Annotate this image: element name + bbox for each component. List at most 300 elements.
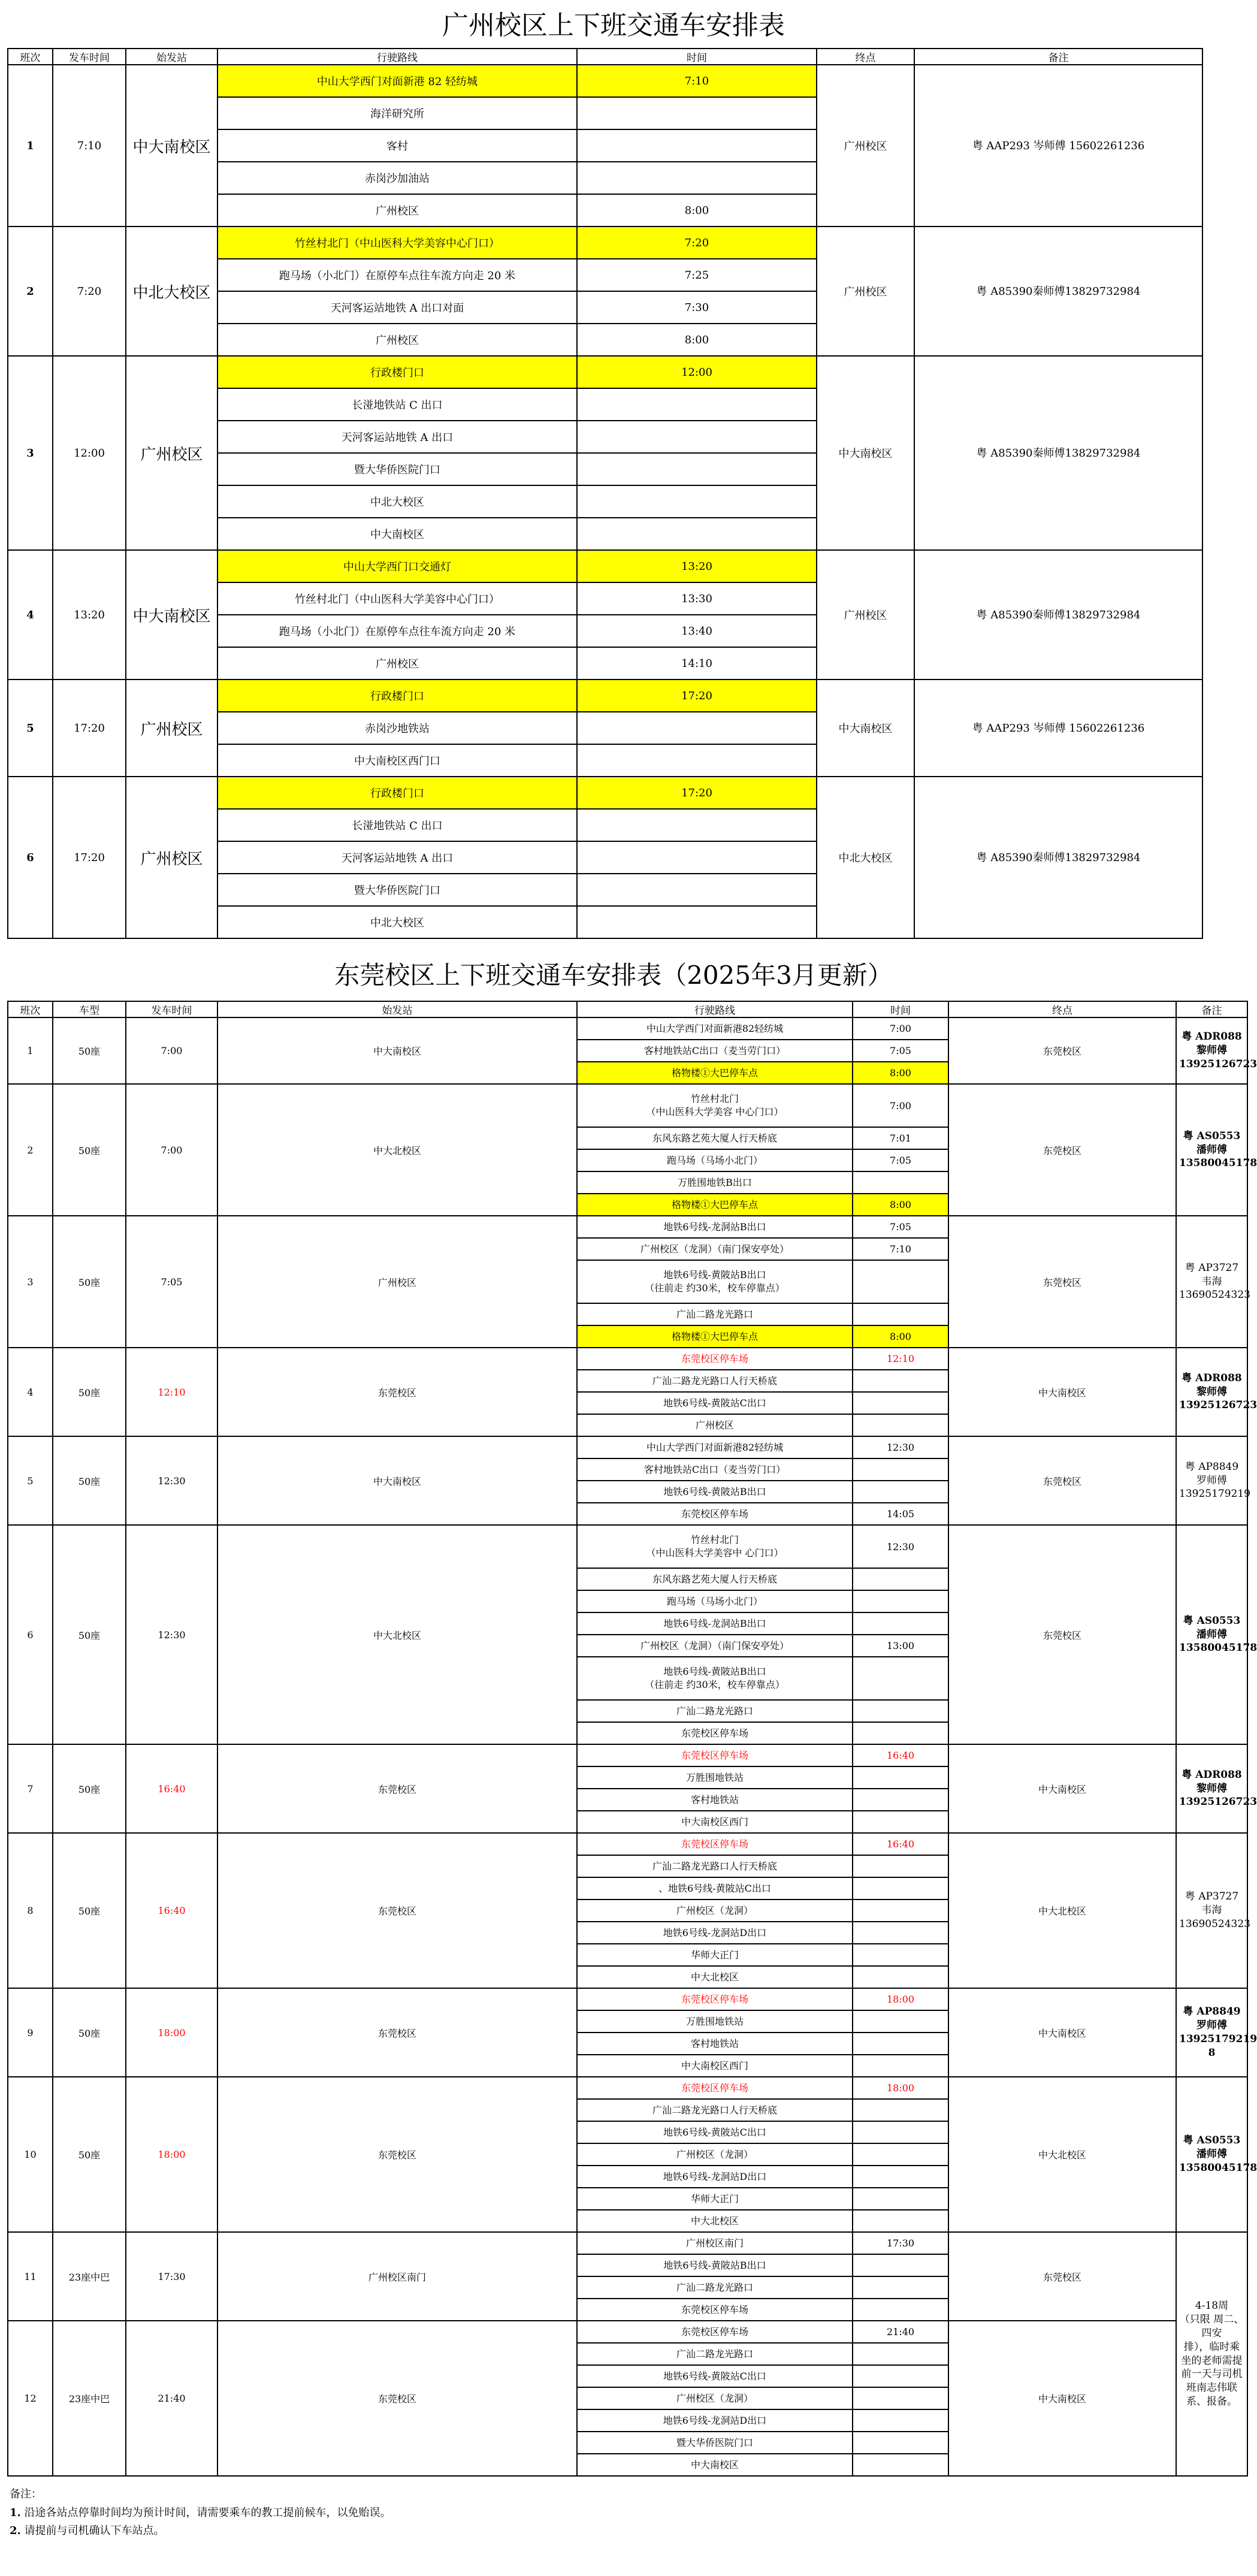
route-stop: 赤岗沙加油站 [217,162,577,194]
column-header: 始发站 [217,1001,577,1017]
departure-time: 12:30 [126,1525,217,1744]
destination: 中大北校区 [948,2077,1176,2232]
stop-time: 16:40 [853,1744,948,1766]
destination: 中大南校区 [948,1744,1176,1833]
bus-and-driver: 粤 AAP293 岑师傅 15602261236 [914,680,1202,777]
stop-time [853,1811,948,1833]
column-header: 班次 [8,49,53,65]
route-stop: 地铁6号线-黄陂站C出口 [577,1392,853,1414]
stop-time [853,1590,948,1612]
stop-time: 17:20 [577,777,817,809]
note-item-1 [10,2504,391,2523]
route-stop: 客村地铁站 [577,1789,853,1811]
stop-time [853,1260,948,1303]
shift-number: 11 [8,2232,53,2321]
route-stop: 海洋研究所 [217,97,577,129]
stop-time: 7:05 [853,1216,948,1238]
bus-and-driver: 粤 AP8849 罗师傅 13925179219 8 [1176,1988,1247,2077]
stop-time [853,1789,948,1811]
stop-time: 7:10 [577,65,817,97]
destination: 中北大校区 [817,777,914,938]
bus-and-driver: 粤 A85390秦师傅13829732984 [914,356,1202,550]
table-row [8,227,1202,259]
shift-number: 6 [8,777,53,938]
stop-time [853,2010,948,2033]
route-stop: 东莞校区停车场 [577,1833,853,1855]
stop-time [577,421,817,453]
stop-time [853,1944,948,1966]
stop-time [853,1722,948,1744]
route-stop: 广汕二路龙光路口人行天桥底 [577,2099,853,2121]
stop-time [853,1568,948,1590]
bus-and-driver: 粤 A85390秦师傅13829732984 [914,550,1202,680]
route-stop: 地铁6号线-黄陂站C出口 [577,2365,853,2387]
route-stop: 地铁6号线-龙洞站B出口 [577,1216,853,1238]
destination: 中大南校区 [948,1348,1176,1436]
route-stop: 地铁6号线-黄陂站B出口 （往前走 约30米，校车停靠点） [577,1260,853,1303]
table-row [8,2321,1247,2343]
stop-time [853,2210,948,2232]
route-stop: 广汕二路龙光路口 [577,2343,853,2365]
stop-time: 13:30 [577,582,817,615]
departure-time: 13:20 [53,550,126,680]
note-item-2 [10,2522,391,2541]
origin-station: 广州校区南门 [217,2232,577,2321]
stop-time: 13:40 [577,615,817,647]
table-row [8,1525,1247,1568]
route-stop: 中北大校区 [217,485,577,518]
stop-time [853,1966,948,1988]
stop-time: 8:00 [853,1325,948,1348]
stop-time: 17:30 [853,2232,948,2254]
vehicle-type: 50座 [53,1017,126,1084]
route-stop: 竹丝村北门 （中山医科大学美容中 心门口） [577,1525,853,1568]
column-header: 行驶路线 [217,49,577,65]
table-row [8,1833,1247,1855]
table-row [8,1017,1247,1040]
table-row [8,356,1202,388]
column-header: 终点 [948,1001,1176,1017]
stop-time [853,1458,948,1481]
route-stop: 广州校区 [577,1414,853,1436]
route-stop: 天河客运站地铁 A 出口对面 [217,291,577,324]
bus-and-driver: 粤 A85390秦师傅13829732984 [914,227,1202,356]
route-stop: 行政楼门口 [217,680,577,712]
route-stop: 赤岗沙地铁站 [217,712,577,744]
shift-number: 12 [8,2321,53,2476]
stop-time [853,1414,948,1436]
route-stop: 格物楼①大巴停车点 [577,1194,853,1216]
route-stop: 暨大华侨医院门口 [217,874,577,906]
bus-and-driver: 粤 AP8849 罗师傅 13925179219 [1176,1436,1247,1525]
table-row [8,1436,1247,1458]
destination: 东莞校区 [948,1436,1176,1525]
route-stop: 天河客运站地铁 A 出口 [217,421,577,453]
route-stop: 广州校区（龙洞） [577,1899,853,1922]
stop-time [853,2143,948,2166]
stop-time: 13:20 [577,550,817,582]
route-stop: 东莞校区停车场 [577,1722,853,1744]
route-stop: 广州校区南门 [577,2232,853,2254]
departure-time: 16:40 [126,1744,217,1833]
table-row [8,2077,1247,2099]
route-stop: 万胜围地铁B出口 [577,1171,853,1194]
departure-time: 21:40 [126,2321,217,2476]
stop-time [853,1657,948,1700]
shift-number: 3 [8,1216,53,1348]
route-stop: 万胜围地铁站 [577,2010,853,2033]
stop-time [853,1612,948,1635]
route-stop: 长湴地铁站 C 出口 [217,388,577,421]
destination: 东莞校区 [948,1216,1176,1348]
origin-station: 东莞校区 [217,1833,577,1988]
origin-station: 东莞校区 [217,1988,577,2077]
bus-and-driver: 粤 AS0553 潘师傅 13580045178 [1176,1525,1247,1744]
stop-time [853,2055,948,2077]
route-stop: 跑马场（小北门）在原停车点往车流方向走 20 米 [217,615,577,647]
table2-header-row [8,1001,1247,1017]
notes-heading: 备注： [10,2488,42,2500]
route-stop: 暨大华侨医院门口 [577,2432,853,2454]
vehicle-type: 50座 [53,2077,126,2232]
departure-time: 16:40 [126,1833,217,1988]
stop-time [853,2432,948,2454]
route-stop: 中山大学西门对面新港82轻纺城 [577,1017,853,1040]
route-stop: 中山大学西门口交通灯 [217,550,577,582]
destination: 中大南校区 [817,680,914,777]
stop-time: 12:00 [577,356,817,388]
stop-time: 8:00 [577,194,817,227]
vehicle-type: 50座 [53,1348,126,1436]
stop-time: 7:01 [853,1127,948,1149]
origin-station: 中大南校区 [217,1017,577,1084]
departure-time: 7:00 [126,1017,217,1084]
route-stop: 中山大学西门对面新港82轻纺城 [577,1436,853,1458]
shift-number: 3 [8,356,53,550]
origin-station: 广州校区 [217,1216,577,1348]
stop-time: 12:10 [853,1348,948,1370]
shift-number: 7 [8,1744,53,1833]
route-stop: 天河客运站地铁 A 出口 [217,841,577,874]
destination: 中大南校区 [948,2321,1176,2476]
stop-time [853,2299,948,2321]
stop-time [853,2188,948,2210]
destination: 东莞校区 [948,2232,1176,2321]
route-stop: 客村 [217,129,577,162]
table-row [8,1348,1247,1370]
stop-time: 7:10 [853,1238,948,1260]
stop-time [853,2099,948,2121]
stop-time [577,518,817,550]
stop-time [577,388,817,421]
route-stop: 行政楼门口 [217,777,577,809]
note-text: 请提前与司机确认下车站点。 [20,2524,165,2538]
route-stop: 地铁6号线-龙洞站B出口 [577,1612,853,1635]
service-remark: 4-18周 （只限 周二、四安 排），临时乘 坐的老师需提 前一天与司机 班南志伟联 系、报备。 [1176,2232,1247,2476]
route-stop: 广州校区（龙洞） [577,2387,853,2409]
stop-time [853,2276,948,2299]
shift-number: 8 [8,1833,53,1988]
route-stop: 中大南校区西门 [577,1811,853,1833]
destination: 中大北校区 [948,1833,1176,1988]
route-stop: 跑马场（小北门）在原停车点往车流方向走 20 米 [217,259,577,291]
route-stop: 地铁6号线-龙洞站D出口 [577,2166,853,2188]
stop-time [853,1766,948,1789]
stop-time [853,1855,948,1877]
route-stop: 中大北校区 [577,2210,853,2232]
stop-time [577,744,817,777]
route-stop: 中大南校区 [217,518,577,550]
stop-time: 7:05 [853,1149,948,1171]
vehicle-type: 50座 [53,1988,126,2077]
stop-time [577,809,817,841]
origin-station: 中大北校区 [217,1084,577,1216]
stop-time [853,2387,948,2409]
stop-time: 8:00 [853,1194,948,1216]
column-header: 班次 [8,1001,53,1017]
stop-time [853,2343,948,2365]
stop-time [853,1171,948,1194]
route-stop: 东莞校区停车场 [577,2299,853,2321]
route-stop: 格物楼①大巴停车点 [577,1062,853,1084]
table1-body [8,65,1202,938]
destination: 广州校区 [817,227,914,356]
route-stop: 中北大校区 [217,906,577,938]
destination: 东莞校区 [948,1525,1176,1744]
stop-time [853,1922,948,1944]
table-row [8,550,1202,582]
origin-station: 广州校区 [126,777,217,938]
destination: 广州校区 [817,65,914,227]
destination: 中大南校区 [817,356,914,550]
route-stop: 广州校区（龙洞）（南门保安亭处） [577,1238,853,1260]
note-number: 1. [10,2506,21,2519]
origin-station: 广州校区 [126,356,217,550]
vehicle-type: 23座中巴 [53,2321,126,2476]
stop-time [853,2121,948,2143]
stop-time: 7:30 [577,291,817,324]
destination: 中大南校区 [948,1988,1176,2077]
vehicle-type: 50座 [53,1216,126,1348]
stop-time [853,2254,948,2276]
origin-station: 中大南校区 [217,1436,577,1525]
table-row [8,2232,1247,2254]
origin-station: 中北大校区 [126,227,217,356]
vehicle-type: 50座 [53,1744,126,1833]
table2-body [8,1017,1257,2476]
route-stop: 华师大正门 [577,2188,853,2210]
stop-time [577,874,817,906]
table1-header-row [8,49,1202,65]
stop-time [853,2409,948,2432]
dongguan-bus-table [7,1001,1257,2477]
route-stop: 地铁6号线-黄陂站C出口 [577,2121,853,2143]
shift-number: 2 [8,1084,53,1216]
column-header: 时间 [853,1001,948,1017]
route-stop: 客村地铁站C出口（麦当劳门口） [577,1458,853,1481]
origin-station: 东莞校区 [217,1348,577,1436]
shift-number: 10 [8,2077,53,2232]
route-stop: 格物楼①大巴停车点 [577,1325,853,1348]
table-row [8,1988,1247,2010]
column-header: 始发站 [126,49,217,65]
bus-and-driver: 粤 AS0553 潘师傅 13580045178 [1176,2077,1247,2232]
shift-number: 5 [8,1436,53,1525]
route-stop: 竹丝村北门（中山医科大学美容中心门口） [217,227,577,259]
stop-time [853,2454,948,2476]
stop-time [577,841,817,874]
route-stop: 广州校区 [217,324,577,356]
stop-time: 7:00 [853,1084,948,1127]
route-stop: 跑马场（马场小北门） [577,1590,853,1612]
column-header: 备注 [914,49,1202,65]
note-number: 2. [10,2524,21,2538]
bus-and-driver: 粤 ADR088 黎师傅 13925126723 [1176,1744,1247,1833]
stop-time [853,1877,948,1899]
departure-time: 17:20 [53,680,126,777]
route-stop: 广汕二路龙光路口 [577,1303,853,1325]
route-stop: 广州校区 [217,647,577,680]
vehicle-type: 50座 [53,1525,126,1744]
column-header: 车型 [53,1001,126,1017]
route-stop: 、地铁6号线-黄陂站C出口 [577,1877,853,1899]
route-stop: 竹丝村北门 （中山医科大学美容 中心门口） [577,1084,853,1127]
stop-time: 8:00 [577,324,817,356]
stop-time [853,1392,948,1414]
stop-time: 18:00 [853,2077,948,2099]
route-stop: 广汕二路龙光路口 [577,2276,853,2299]
stop-time [853,2166,948,2188]
route-stop: 东莞校区停车场 [577,2077,853,2099]
shift-number: 4 [8,1348,53,1436]
vehicle-type: 23座中巴 [53,2232,126,2321]
departure-time: 12:00 [53,356,126,550]
stop-time [577,129,817,162]
route-stop: 跑马场（马场小北门） [577,1149,853,1171]
shift-number: 5 [8,680,53,777]
route-stop: 东莞校区停车场 [577,1348,853,1370]
bus-and-driver: 粤 AP3727 韦海 13690524323 [1176,1216,1247,1348]
table-row [8,680,1202,712]
table2-title: 东莞校区上下班交通车安排表（2025年3月更新） [334,961,893,990]
route-stop: 中大南校区西门口 [217,744,577,777]
vehicle-type: 50座 [53,1084,126,1216]
column-header: 行驶路线 [577,1001,853,1017]
origin-station: 东莞校区 [217,2321,577,2476]
stop-time: 7:00 [853,1017,948,1040]
column-header: 时间 [577,49,817,65]
stop-time [577,906,817,938]
route-stop: 东莞校区停车场 [577,1988,853,2010]
origin-station: 中大北校区 [217,1525,577,1744]
table-row [8,1084,1247,1127]
guangzhou-bus-table [7,48,1203,939]
stop-time: 8:00 [853,1062,948,1084]
destination: 东莞校区 [948,1084,1176,1216]
bus-and-driver: 粤 ADR088 黎师傅 13925126723 [1176,1017,1247,1084]
route-stop: 暨大华侨医院门口 [217,453,577,485]
stop-time: 7:20 [577,227,817,259]
stop-time: 12:30 [853,1436,948,1458]
origin-station: 东莞校区 [217,2077,577,2232]
column-header: 发车时间 [53,49,126,65]
bus-and-driver: 粤 AAP293 岑师傅 15602261236 [914,65,1202,227]
route-stop: 中大南校区西门 [577,2055,853,2077]
stop-time: 14:05 [853,1503,948,1525]
departure-time: 7:20 [53,227,126,356]
stop-time [853,2365,948,2387]
stop-time [853,1899,948,1922]
route-stop: 东风东路艺苑大厦人行天桥底 [577,1127,853,1149]
route-stop: 华师大正门 [577,1944,853,1966]
destination: 广州校区 [817,550,914,680]
origin-station: 东莞校区 [217,1744,577,1833]
route-stop: 广汕二路龙光路口 [577,1700,853,1722]
departure-time: 7:10 [53,65,126,227]
stop-time [577,97,817,129]
destination: 东莞校区 [948,1017,1176,1084]
route-stop: 客村地铁站C出口（麦当劳门口） [577,1040,853,1062]
departure-time: 18:00 [126,2077,217,2232]
shift-number: 6 [8,1525,53,1744]
route-stop: 广汕二路龙光路口人行天桥底 [577,1855,853,1877]
vehicle-type: 50座 [53,1833,126,1988]
vehicle-type: 50座 [53,1436,126,1525]
route-stop: 广州校区（龙洞）（南门保安亭处） [577,1635,853,1657]
stop-time: 18:00 [853,1988,948,2010]
departure-time: 7:05 [126,1216,217,1348]
route-stop: 万胜围地铁站 [577,1766,853,1789]
route-stop: 竹丝村北门（中山医科大学美容中心门口） [217,582,577,615]
stop-time: 14:10 [577,647,817,680]
route-stop: 广州校区（龙洞） [577,2143,853,2166]
route-stop: 地铁6号线-黄陂站B出口 [577,1481,853,1503]
route-stop: 地铁6号线-黄陂站B出口 （往前走 约30米，校车停靠点） [577,1657,853,1700]
stop-time: 12:30 [853,1525,948,1568]
origin-station: 广州校区 [126,680,217,777]
route-stop: 广汕二路龙光路口人行天桥底 [577,1370,853,1392]
stop-time [853,2033,948,2055]
route-stop: 客村地铁站 [577,2033,853,2055]
stop-time: 21:40 [853,2321,948,2343]
departure-time: 17:20 [53,777,126,938]
departure-time: 18:00 [126,1988,217,2077]
stop-time [577,162,817,194]
column-header: 备注 [1176,1001,1247,1017]
route-stop: 东莞校区停车场 [577,2321,853,2343]
shift-number: 2 [8,227,53,356]
footnotes [10,2486,391,2541]
bus-and-driver: 粤 AS0553 潘师傅 13580045178 [1176,1084,1247,1216]
route-stop: 中大北校区 [577,1966,853,1988]
departure-time: 12:10 [126,1348,217,1436]
column-header: 发车时间 [126,1001,217,1017]
stop-time: 7:25 [577,259,817,291]
departure-time: 12:30 [126,1436,217,1525]
column-header: 终点 [817,49,914,65]
bus-and-driver: 粤 ADR088 黎师傅 13925126723 [1176,1348,1247,1436]
bus-and-driver: 粤 A85390秦师傅13829732984 [914,777,1202,938]
route-stop: 中山大学西门对面新港 82 轻纺城 [217,65,577,97]
route-stop: 地铁6号线-龙洞站D出口 [577,1922,853,1944]
route-stop: 广州校区 [217,194,577,227]
departure-time: 17:30 [126,2232,217,2321]
table-row [8,65,1202,97]
stop-time [853,1303,948,1325]
note-text: 沿途各站点停靠时间均为预计时间，请需要乘车的教工提前候车，以免贻误。 [20,2506,391,2519]
departure-time: 7:00 [126,1084,217,1216]
shift-number: 1 [8,1017,53,1084]
